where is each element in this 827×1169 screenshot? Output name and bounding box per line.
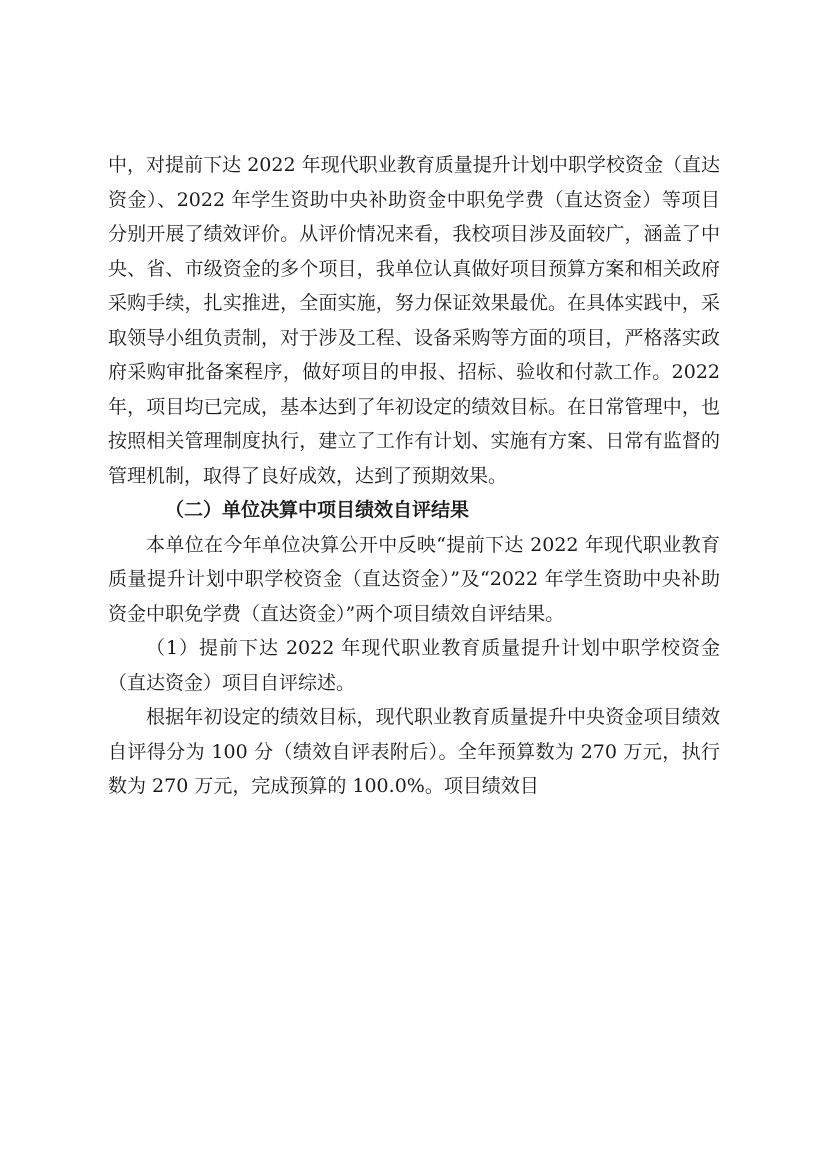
paragraph-project-1-title: （1）提前下达 2022 年现代职业教育质量提升计划中职学校资金（直达资金）项目自评综述。 [108, 637, 720, 694]
paragraph-project-1-summary: 根据年初设定的绩效目标，现代职业教育质量提升中央资金项目绩效自评得分为 100 分（绩效自评表附后）。全年预算数为 270 万元，执行数为 270 万元，完成预算的 100.0%。项目绩效目 [108, 706, 720, 797]
paragraph-self-evaluation-intro: 本单位在今年单位决算公开中反映“提前下达 2022 年现代职业教育质量提升计划中职学校资金（直达资金）”及“2022 年学生资助中央补助资金中职免学费（直达资金）”两个项目绩效自评结果。 [108, 533, 720, 625]
document-page [108, 148, 720, 804]
paragraph-evaluation-overview: 中，对提前下达 2022 年现代职业教育质量提升计划中职学校资金（直达资金）、2022 年学生资助中央补助资金中职免学费（直达资金）等项目分别开展了绩效评价。从评价情况来看，我校项目涉及面较广，涵盖了中央、省、市级资金的多个项目，我单位认真做好项目预算方案和相关政府采购手续，扎实推进，全面实施，努力保证效果最优。在具体实践中，采取领导小组负责制，对于涉及工程、设备采购等方面的项目，严格落实政府采购审批备案程序，做好项目的申报、招标、验收和付款工作。2022 年，项目均已完成，基本达到了年初设定的绩效目标。在日常管理中，也按照相关管理制度执行，建立了工作有计划、实施有方案、日常有监督的管理机制，取得了良好成效，达到了预期效果。 [108, 154, 720, 487]
section-heading: （二）单位决算中项目绩效自评结果 [165, 499, 470, 521]
